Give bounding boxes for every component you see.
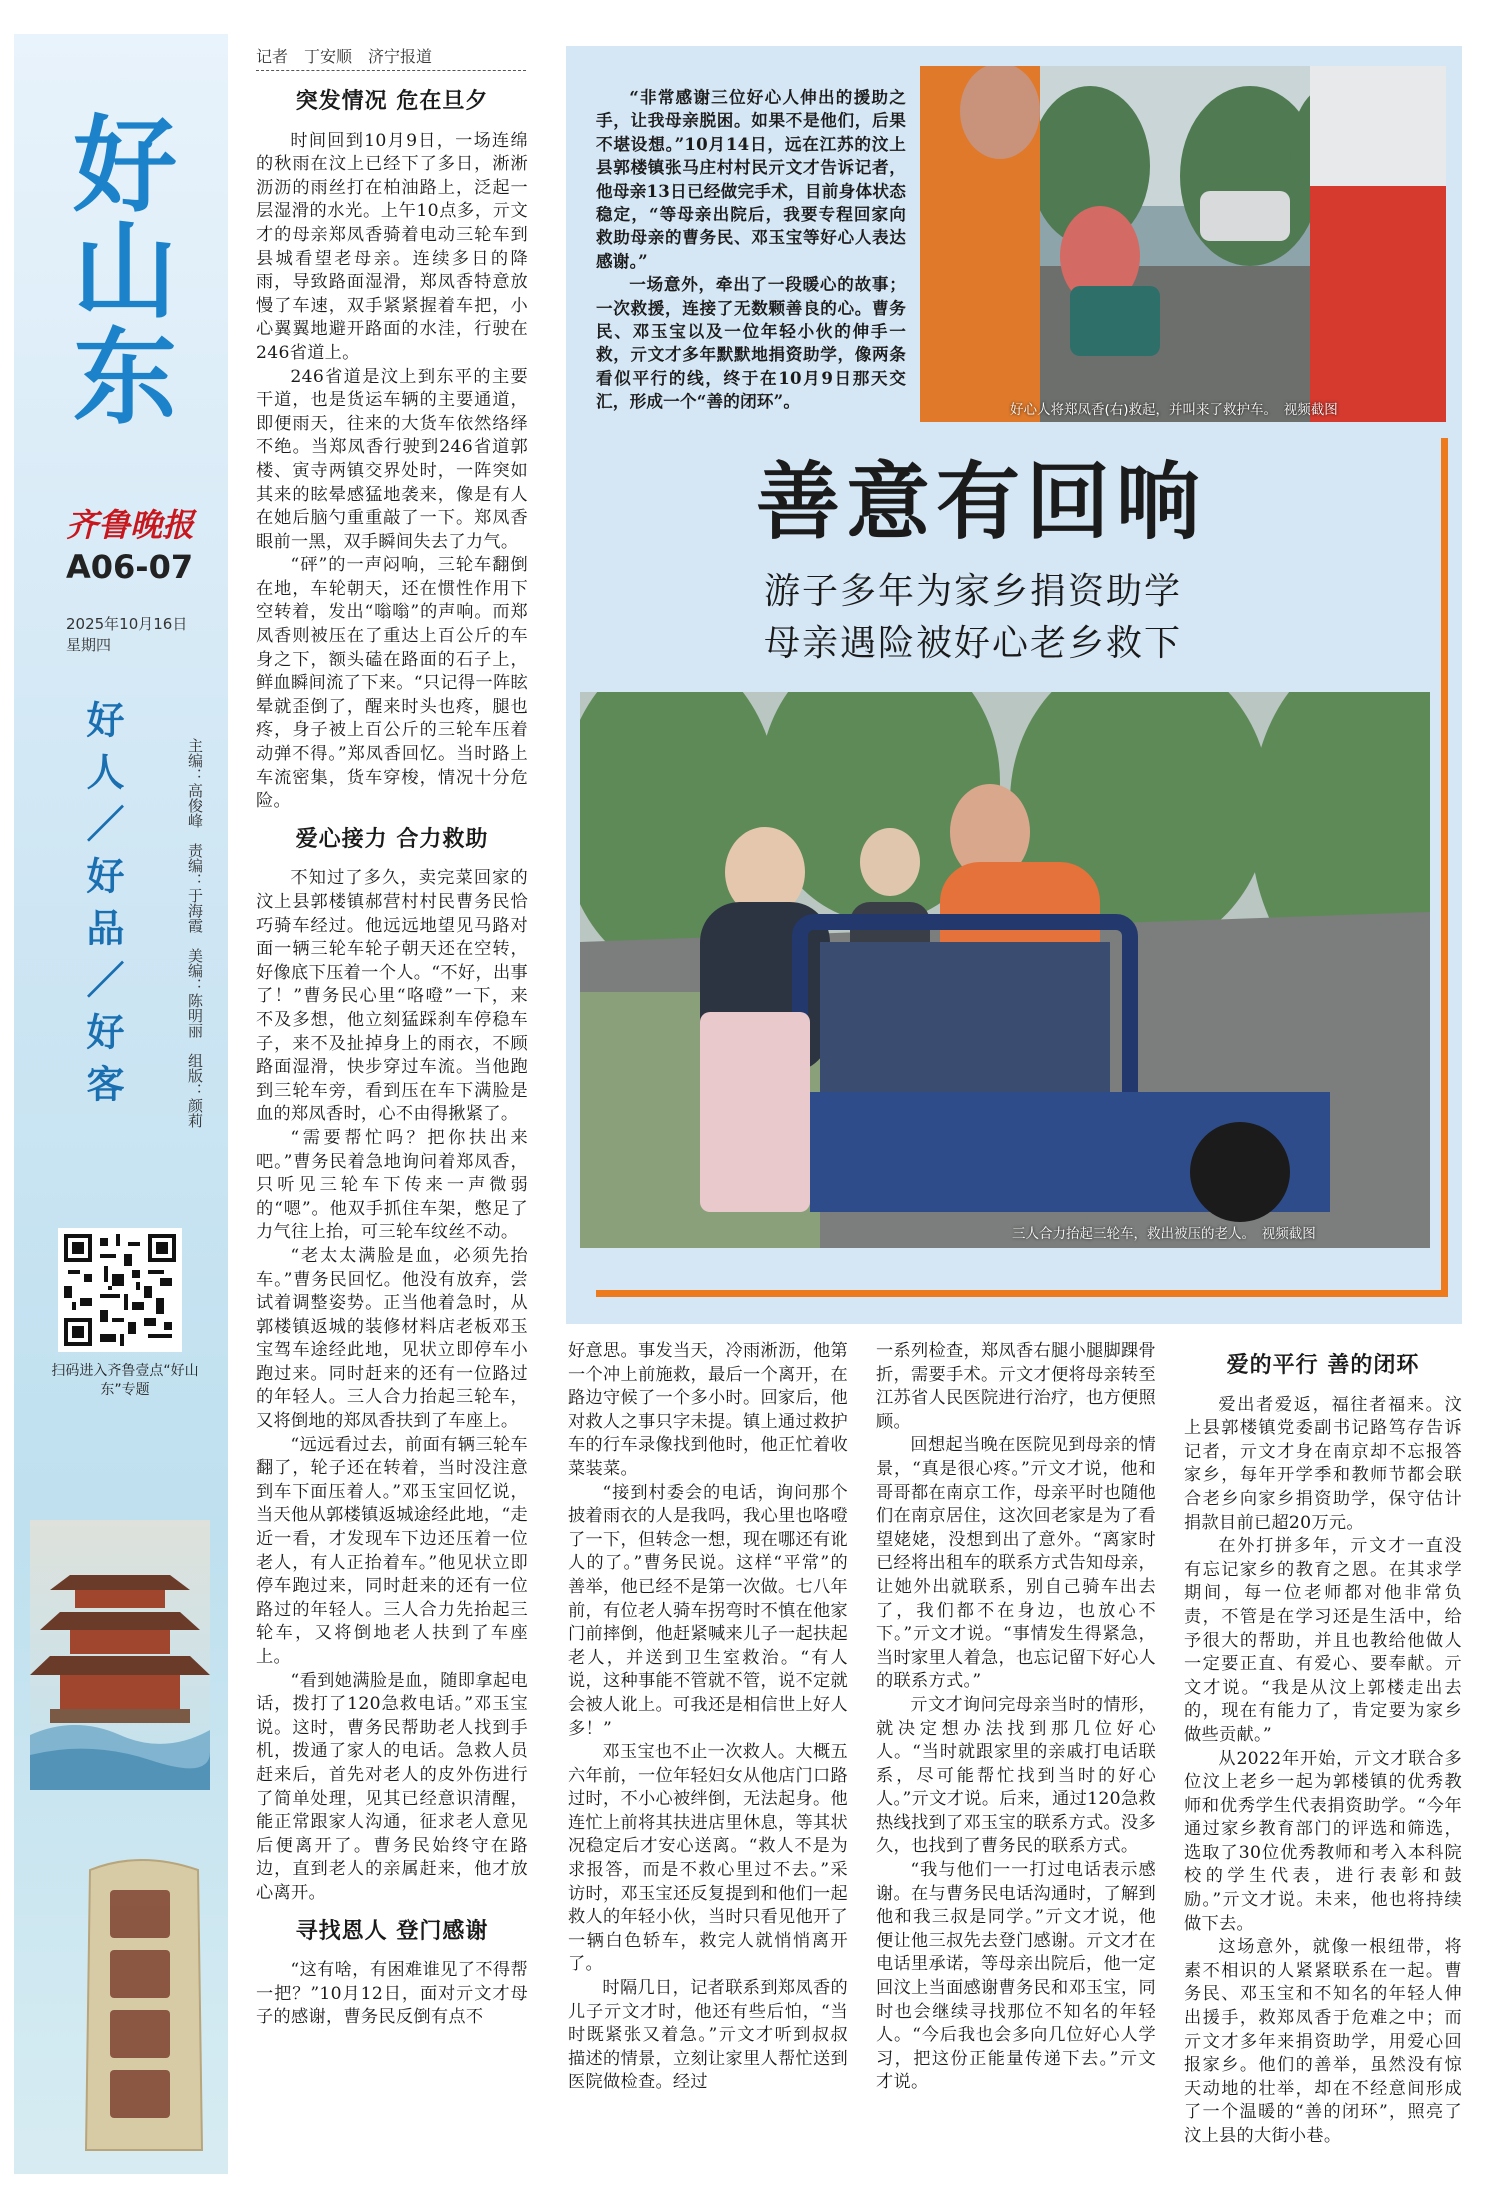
paragraph: 不知过了多久，卖完菜回家的汶上县郭楼镇郝营村村民曹务民恰巧骑车经过。他远远地望见马路对面一辆三轮车轮子朝天还在空转，好像底下压着一个人。“不好，出事了！”曹务民心里“咯噔”一下，来不及多想，他立刻猛踩刹车停稳车子，来不及扯掉身上的雨衣，不顾路面湿滑，快步穿过车流。当他跑到三轮车旁，看到压在车下满脸是血的郑凤香时，心不由得揪紧了。 — [256, 868, 528, 1125]
paragraph: 从2022年开始，亓文才联合多位汶上老乡一起为郭楼镇的优秀教师和优秀学生代表捐资助学。“今年通过家乡教育部门的评选和筛选，选取了30位优秀教师和考入本科院校的学生代表，进行表彰和鼓励。”亓文才说。未来，他也将持续做下去。 — [1184, 1748, 1462, 1934]
paragraph: “远远看过去，前面有辆三轮车翻了，轮子还在转着，当时没注意到车下面压着人。”邓玉宝回忆说，当天他从郭楼镇返城途经此地，“走近一看，才发现车下边还压着一位老人，有人正抬着车。”他见状立即停车跑过来，同时赶来的还有一位路过的年轻人。三人合力先抬起三轮车，又将倒地老人扶到了车座上。 — [256, 1434, 528, 1667]
paragraph: 时间回到10月9日，一场连绵的秋雨在汶上已经下了多日，淅淅沥沥的雨丝打在柏油路上，泛起一层湿滑的水光。上午10点多，亓文才的母亲郑凤香骑着电动三轮车到县城看望老母亲。连续多日的降雨，导致路面湿滑，郑凤香特意放慢了车速，双手紧紧握着车把，小心翼翼地避开路面的水洼，行驶在246省道上。 — [256, 130, 528, 363]
paragraph: 爱出者爱返，福往者福来。汶上县郭楼镇党委副书记路笃存告诉记者，亓文才身在南京却不忘报答家乡，每年开学季和教师节都会联合老乡向家乡捐资助学，保守估计捐款目前已超20万元。 — [1184, 1394, 1462, 1533]
subheading-emergency: 突发情况 危在旦夕 — [295, 89, 489, 114]
qr-caption: 扫码进入齐鲁壹点“好山东”专题 — [51, 1363, 199, 1398]
newspaper-logo: 齐鲁晚报 — [66, 506, 195, 544]
subheadline-2: 母亲遇险被好心老乡救下 — [764, 623, 1183, 664]
lead-text — [596, 86, 906, 414]
paragraph: “接到村委会的电话，询问那个披着雨衣的人是我吗，我心里也咯噔了一下，但转念一想，现在哪还有讹人的了。”曹务民说。这样“平常”的善举，他已经不是第一次做。七八年前，有位老人骑车拐弯时不慎在他家门前摔倒，他赶紧喊来儿子一起扶起老人，并送到卫生室救治。“有人说，这种事能不管就不管，说不定就会被人讹上。可我还是相信世上好人多！” — [568, 1482, 848, 1739]
paragraph: 在外打拼多年，亓文才一直没有忘记家乡的教育之恩。在其求学期间，每一位老师都对他非常负责，不管是在学习还是生活中，给予很大的帮助，并且也教给他做人一定要正直、有爱心、要奉献。亓文才说。“我是从汶上郭楼走出去的，现在有能力了，肯定要为家乡做些贡献。” — [1184, 1536, 1462, 1745]
paragraph: “砰”的一声闷响，三轮车翻倒在地，车轮朝天，还在惯性作用下空转着，发出“嗡嗡”的声响。而郑凤香则被压在了重达上百公斤的车身之下，额头磕在路面的石子上，鲜血瞬间流了下来。“只记得一阵眩晕就歪倒了，醒来时头也疼，腿也疼，身子被上百公斤的三轮车压着动弹不得。”郑凤香回忆。当时路上车流密集，货车穿梭，情况十分危险。 — [256, 555, 528, 812]
paragraph: 这场意外，就像一根纽带，将素不相识的人紧紧联系在一起。曹务民、邓玉宝和不知名的年轻人伸出援手，救郑凤香于危难之中；而亓文才多年来捐资助学，用爱心回报家乡。他们的善举，虽然没有惊天动地的壮举，却在不经意间形成了一个温暖的“善的闭环”，照亮了汶上县的大街小巷。 — [1184, 1937, 1462, 2146]
byline: 记者 丁安顺 济宁报道 — [256, 44, 526, 71]
paragraph: 亓文才询问完母亲当时的情形，就决定想办法找到那几位好心人。“当时就跟家里的亲戚打电话联系，尽可能帮忙找到当时的好心人。”亓文才说。后来，通过120急救热线找到了邓玉宝的联系方式。没多久，也找到了曹务民的联系方式。 — [876, 1694, 1156, 1857]
qr-code-icon — [64, 1234, 176, 1346]
paragraph: “老太太满脸是血，必须先抬车。”曹务民回忆。他没有放弃，尝试着调整姿势。正当他着急时，从郭楼镇返城的装修材料店老板邓玉宝驾车途经此地，见状立即停车小跑过来。同时赶来的还有一位路过的年轻人。三人合力抬起三轮车，又将倒地的郑凤香扶到了车座上。 — [256, 1245, 528, 1432]
pavilion-illustration — [30, 1520, 210, 1790]
lead-paragraph: “非常感谢三位好心人伸出的援助之手，让我母亲脱困。如果不是他们，后果不堪设想。”10月14日，远在江苏的汶上县郭楼镇张马庄村村民亓文才告诉记者，他母亲13日已经做完手术，目前身体状态稳定，“等母亲出院后，我要专程回家向救助母亲的曹务民、邓玉宝等好心人表达感谢。” — [596, 87, 906, 271]
page-number: A06-07 — [66, 548, 194, 586]
subheading-rescue: 爱心接力 合力救助 — [295, 826, 489, 852]
qr-code[interactable] — [58, 1228, 182, 1352]
subheadline-1: 游子多年为家乡捐资助学 — [764, 571, 1183, 612]
paragraph: 一系列检查，郑凤香右腿小腿脚踝骨折，需要手术。亓文才便将母亲转至江苏省人民医院进行治疗，也方便照顾。 — [876, 1341, 1156, 1432]
subheading-closure: 爱的平行 善的闭环 — [1226, 1353, 1420, 1378]
text-column-3 — [876, 1340, 1156, 2180]
text-column-2 — [568, 1340, 848, 2180]
paragraph: 邓玉宝也不止一次救人。大概五六年前，一位年轻妇女从他店门口路过时，不小心被绊倒，无法起身。他连忙上前将其扶进店里休息，等其状况稳定后才安心送离。“救人不是为求报答，而是不救心里过不去。”采访时，邓玉宝还反复提到和他们一起救人的年轻小伙，当时只看见他开了一辆白色轿车，救完人就悄悄离开了。 — [568, 1742, 848, 1975]
paragraph: 回想起当晚在医院见到母亲的情景，“真是很心疼。”亓文才说，他和哥哥都在南京工作，母亲平时也随他们在南京居住，这次回老家是为了看望姥姥，没想到出了意外。“离家时已经将出租车的联系方式告知母亲，让她外出就联系，别自己骑车出去了，我们都不在身边，也放心不下。”亓文才说。“事情发生得紧急，当时家里人着急，也忘记留下好心人的联系方式。” — [876, 1435, 1156, 1692]
paragraph: 246省道是汶上到东平的主要干道，也是货运车辆的主要通道，即便雨天，往来的大货车依然络绎不绝。当郑凤香行驶到246省道郭楼、寅寺两镇交界处时，一阵突如其来的眩晕感猛地袭来，像是有人在她后脑勺重重敲了一下。郑凤香眼前一黑，双手瞬间失去了力气。 — [256, 366, 528, 552]
photo-caption-top: 好心人将郑凤香(右)救起，并叫来了救护车。 视频截图 — [1010, 402, 1338, 418]
paragraph: “这有啥，有困难谁见了不得帮一把？”10月12日，面对亓文才母子的感谢，曹务民反倒有点不 — [256, 1960, 528, 2028]
paragraph: “看到她满脸是血，随即拿起电话，拨打了120急救电话。”邓玉宝说。这时，曹务民帮助老人找到手机，拨通了家人的电话。急救人员赶来后，首先对老人的皮外伤进行了简单处理，见其已经意识清醒，能正常跟家人沟通，征求老人意见后便离开了。曹务民始终守在路边，直到老人的亲属赶来，他才放心离开。 — [256, 1670, 528, 1903]
text-column-4 — [1184, 1340, 1462, 2180]
editor-credits: 主编：高俊峰 责编：于海霞 美编：陈明丽 组版：颜莉 — [186, 738, 204, 1128]
accent-bar-vertical — [1441, 438, 1448, 1296]
rescue-photo-main — [580, 692, 1430, 1248]
paragraph: “需要帮忙吗？把你扶出来吧。”曹务民着急地询问着郑凤香，只听见三轮车下传来一声微弱的“嗯”。他双手抓住车架，憋足了力气往上抬，可三轮车纹丝不动。 — [256, 1127, 528, 1243]
seal-stone-illustration — [80, 1850, 208, 2160]
subheading-thanks: 寻找恩人 登门感谢 — [295, 1918, 489, 1944]
weekday-text: 星期四 — [66, 636, 112, 654]
masthead-title: 好山东 — [55, 110, 178, 428]
paragraph: 时隔几日，记者联系到郑凤香的儿子亓文才时，他还有些后怕，“当时既紧张又着急。”亓文才听到叔叔描述的情景，立刻让家里人帮忙送到医院做检查。经过 — [568, 1978, 848, 2093]
paragraph: 好意思。事发当天，冷雨淅沥，他第一个冲上前施救，最后一个离开，在路边守候了一个多小时。回家后，他对救人之事只字未提。镇上通过救护车的行车录像找到他时，他正忙着收菜装菜。 — [568, 1341, 848, 1479]
headline: 善意有回响 — [756, 452, 1207, 551]
lead-paragraph: 一场意外，牵出了一段暖心的故事；一次救援，连接了无数颗善良的心。曹务民、邓玉宝以及一位年轻小伙的伸手一救，亓文才多年默默地捐资助学，像两条看似平行的线，终于在10月9日那天交汇，形成一个“善的闭环”。 — [596, 274, 906, 412]
paragraph: “我与他们一一打过电话表示感谢。在与曹务民电话沟通时，了解到他和我三叔是同学。”亓文才说，他便让他三叔先去登门感谢。亓文才在电话里承诺，等母亲出院后，他一定回汶上当面感谢曹务民和邓玉宝，同时也会继续寻找那位不知名的年轻人。“今后我也会多向几位好心人学习，把这份正能量传递下去。”亓文才说。 — [876, 1860, 1156, 2093]
rescue-photo-top — [920, 66, 1446, 422]
issue-date — [66, 614, 187, 656]
text-column-1 — [256, 76, 528, 2176]
photo-caption-main: 三人合力抬起三轮车，救出被压的老人。 视频截图 — [1012, 1226, 1316, 1242]
section-title: 好人／好品／好客 — [80, 700, 124, 1116]
accent-bar-horizontal — [596, 1290, 1448, 1297]
date-text: 2025年10月16日 — [66, 615, 188, 633]
